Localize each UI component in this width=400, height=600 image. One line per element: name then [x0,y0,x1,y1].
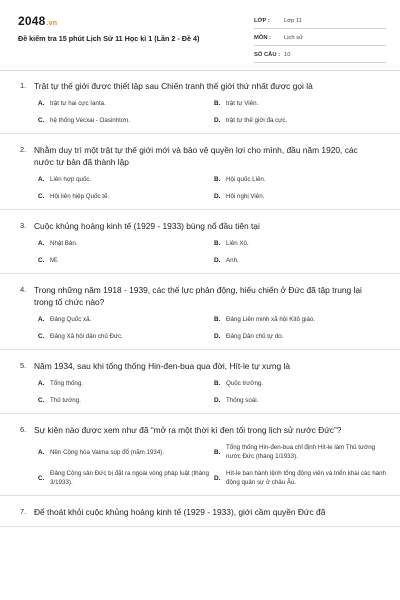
option-text: Hội liên hiệp Quốc tế. [50,193,110,200]
answer-options [0,239,400,265]
answer-options [0,379,400,405]
question-text: Trong những năm 1918 - 1939, các thế lực phản động, hiếu chiến ở Đức đã tập trung lại trong tổ chức nào? [34,285,362,307]
option-text: Đảng Xã hội dân chủ Đức. [50,333,123,340]
answer-option[interactable] [38,332,214,341]
option-letter: C. [38,397,45,404]
question-head [0,80,400,92]
option-letter: D. [214,474,221,482]
option-letter: D. [214,257,221,264]
logo-tld: .vn [46,20,58,27]
option-letter: A. [38,100,45,107]
option-letter: D. [214,397,221,404]
question-item [0,134,400,210]
answer-options [0,443,400,487]
question-item [0,414,400,496]
meta-row-subject [254,31,386,46]
question-text: Sự kiện nào được xem như đã “mở ra một thời kì đen tối trong lịch sử nước Đức”? [34,425,342,435]
option-letter: A. [38,448,45,456]
meta-label: SỐ CÂU : [254,52,281,58]
exam-title: Đề kiểm tra 15 phút Lịch Sử 11 Học kì 1 (Lần 2 - Đề 4) [18,34,200,43]
answer-option[interactable] [38,443,214,461]
answer-option[interactable] [214,192,390,201]
answer-option[interactable] [214,443,390,461]
option-text: Đảng Liên minh xã hội Kitô giáo. [226,316,316,323]
meta-row-class [254,14,386,29]
answer-option[interactable] [214,379,390,388]
question-list [0,70,400,527]
option-text: Đảng Dân chủ tự do. [226,333,284,340]
answer-option[interactable] [214,332,390,341]
option-text: trật tự hai cực Ianta. [50,100,106,107]
answer-options [0,175,400,201]
option-text: Thủ tướng. [50,397,81,404]
option-text: Anh. [226,257,239,264]
option-letter: B. [214,100,221,107]
option-letter: D. [214,333,221,340]
site-logo[interactable] [18,14,57,28]
answer-option[interactable] [38,116,214,125]
option-text: Hội quốc Liên. [226,176,266,183]
option-text: Liên Xô. [226,240,249,247]
option-text: trật tự thế giới đa cực. [226,117,288,124]
option-letter: D. [214,117,221,124]
option-letter: A. [38,316,45,323]
answer-option[interactable] [214,239,390,248]
option-text: Hít-le ban hành lệnh tổng động viên và triển khai các hành động quân sự ở châu Âu. [226,470,386,486]
question-text: Cuộc khủng hoảng kinh tế (1929 - 1933) bùng nổ đầu tiên tại [34,221,260,231]
option-text: Quốc trưởng. [226,380,264,387]
question-item [0,70,400,134]
answer-option[interactable] [38,256,214,265]
option-text: Hội nghị Viên. [226,193,265,200]
option-text: Tổng thống Hin-đen-bua chỉ định Hít-le làm Thủ tướng nước Đức (tháng 1/1933). [226,444,376,460]
option-letter: C. [38,257,45,264]
option-letter: A. [38,380,45,387]
meta-row-count [254,48,386,63]
option-letter: C. [38,333,45,340]
option-letter: C. [38,117,45,124]
option-letter: B. [214,240,221,247]
option-letter: B. [214,176,221,183]
option-text: Mĩ. [50,257,59,264]
question-head [0,220,400,232]
option-letter: D. [214,193,221,200]
question-number: 3. [20,221,27,230]
exam-meta [254,14,386,65]
meta-value: Lớp 11 [284,18,302,24]
answer-option[interactable] [214,396,390,405]
answer-option[interactable] [38,379,214,388]
question-number: 7. [20,507,27,516]
answer-option[interactable] [38,99,214,108]
answer-option[interactable] [38,469,214,487]
option-text: Thống soái. [226,397,259,404]
option-letter: A. [38,240,45,247]
question-head [0,506,400,518]
question-head [0,424,400,436]
question-item [0,274,400,350]
question-text: Năm 1934, sau khi tổng thống Hin-đen-bua qua đời, Hít-le tự xưng là [34,361,291,371]
answer-options [0,99,400,125]
answer-option[interactable] [38,315,214,324]
question-number: 4. [20,285,27,294]
answer-option[interactable] [214,256,390,265]
option-letter: C. [38,193,45,200]
meta-label: MÔN : [254,35,272,41]
meta-value: Lịch sử [284,35,304,41]
question-item [0,350,400,414]
answer-option[interactable] [214,116,390,125]
meta-label: LỚP : [254,18,270,24]
question-head [0,144,400,168]
question-number: 2. [20,145,27,154]
question-text: Trật tự thế giới được thiết lập sau Chiến tranh thế giới thứ nhất được gọi là [34,81,313,91]
answer-option[interactable] [38,239,214,248]
option-letter: C. [38,474,45,482]
question-item [0,496,400,527]
page-header [0,0,400,71]
question-number: 6. [20,425,27,434]
answer-options [0,315,400,341]
option-text: trật tự Viên. [226,100,259,107]
option-letter: A. [38,176,45,183]
logo-main: 2048 [18,14,46,28]
option-letter: B. [214,316,221,323]
answer-option[interactable] [38,192,214,201]
answer-option[interactable] [214,99,390,108]
question-number: 5. [20,361,27,370]
option-text: Nền Cộng hòa Vaima sụp đổ (năm 1934). [50,448,165,456]
option-text: Tổng thống. [50,380,84,387]
question-head [0,360,400,372]
option-text: Nhật Bản. [50,240,78,247]
answer-option[interactable] [214,469,390,487]
answer-option[interactable] [214,315,390,324]
option-letter: B. [214,448,221,456]
question-number: 1. [20,81,27,90]
answer-option[interactable] [214,175,390,184]
question-text: Để thoát khỏi cuộc khủng hoảng kinh tế (1929 - 1933), giới cầm quyền Đức đã [34,507,326,517]
answer-option[interactable] [38,396,214,405]
option-text: Đảng Cộng sản Đức bị đặt ra ngoài vòng pháp luật (tháng 3/1933). [50,470,209,486]
meta-value: 10 [284,52,291,58]
option-letter: B. [214,380,221,387]
question-text: Nhằm duy trì một trật tự thế giới mới và bảo vệ quyền lợi cho mình, đầu năm 1920, các nước tư bản đã thành lập [34,145,358,167]
answer-option[interactable] [38,175,214,184]
question-item [0,210,400,274]
option-text: Đảng Quốc xã. [50,316,92,323]
question-head [0,284,400,308]
option-text: hệ thống Vecxai - Oasinhtơn. [50,117,131,124]
option-text: Liên hợp quốc. [50,176,92,183]
